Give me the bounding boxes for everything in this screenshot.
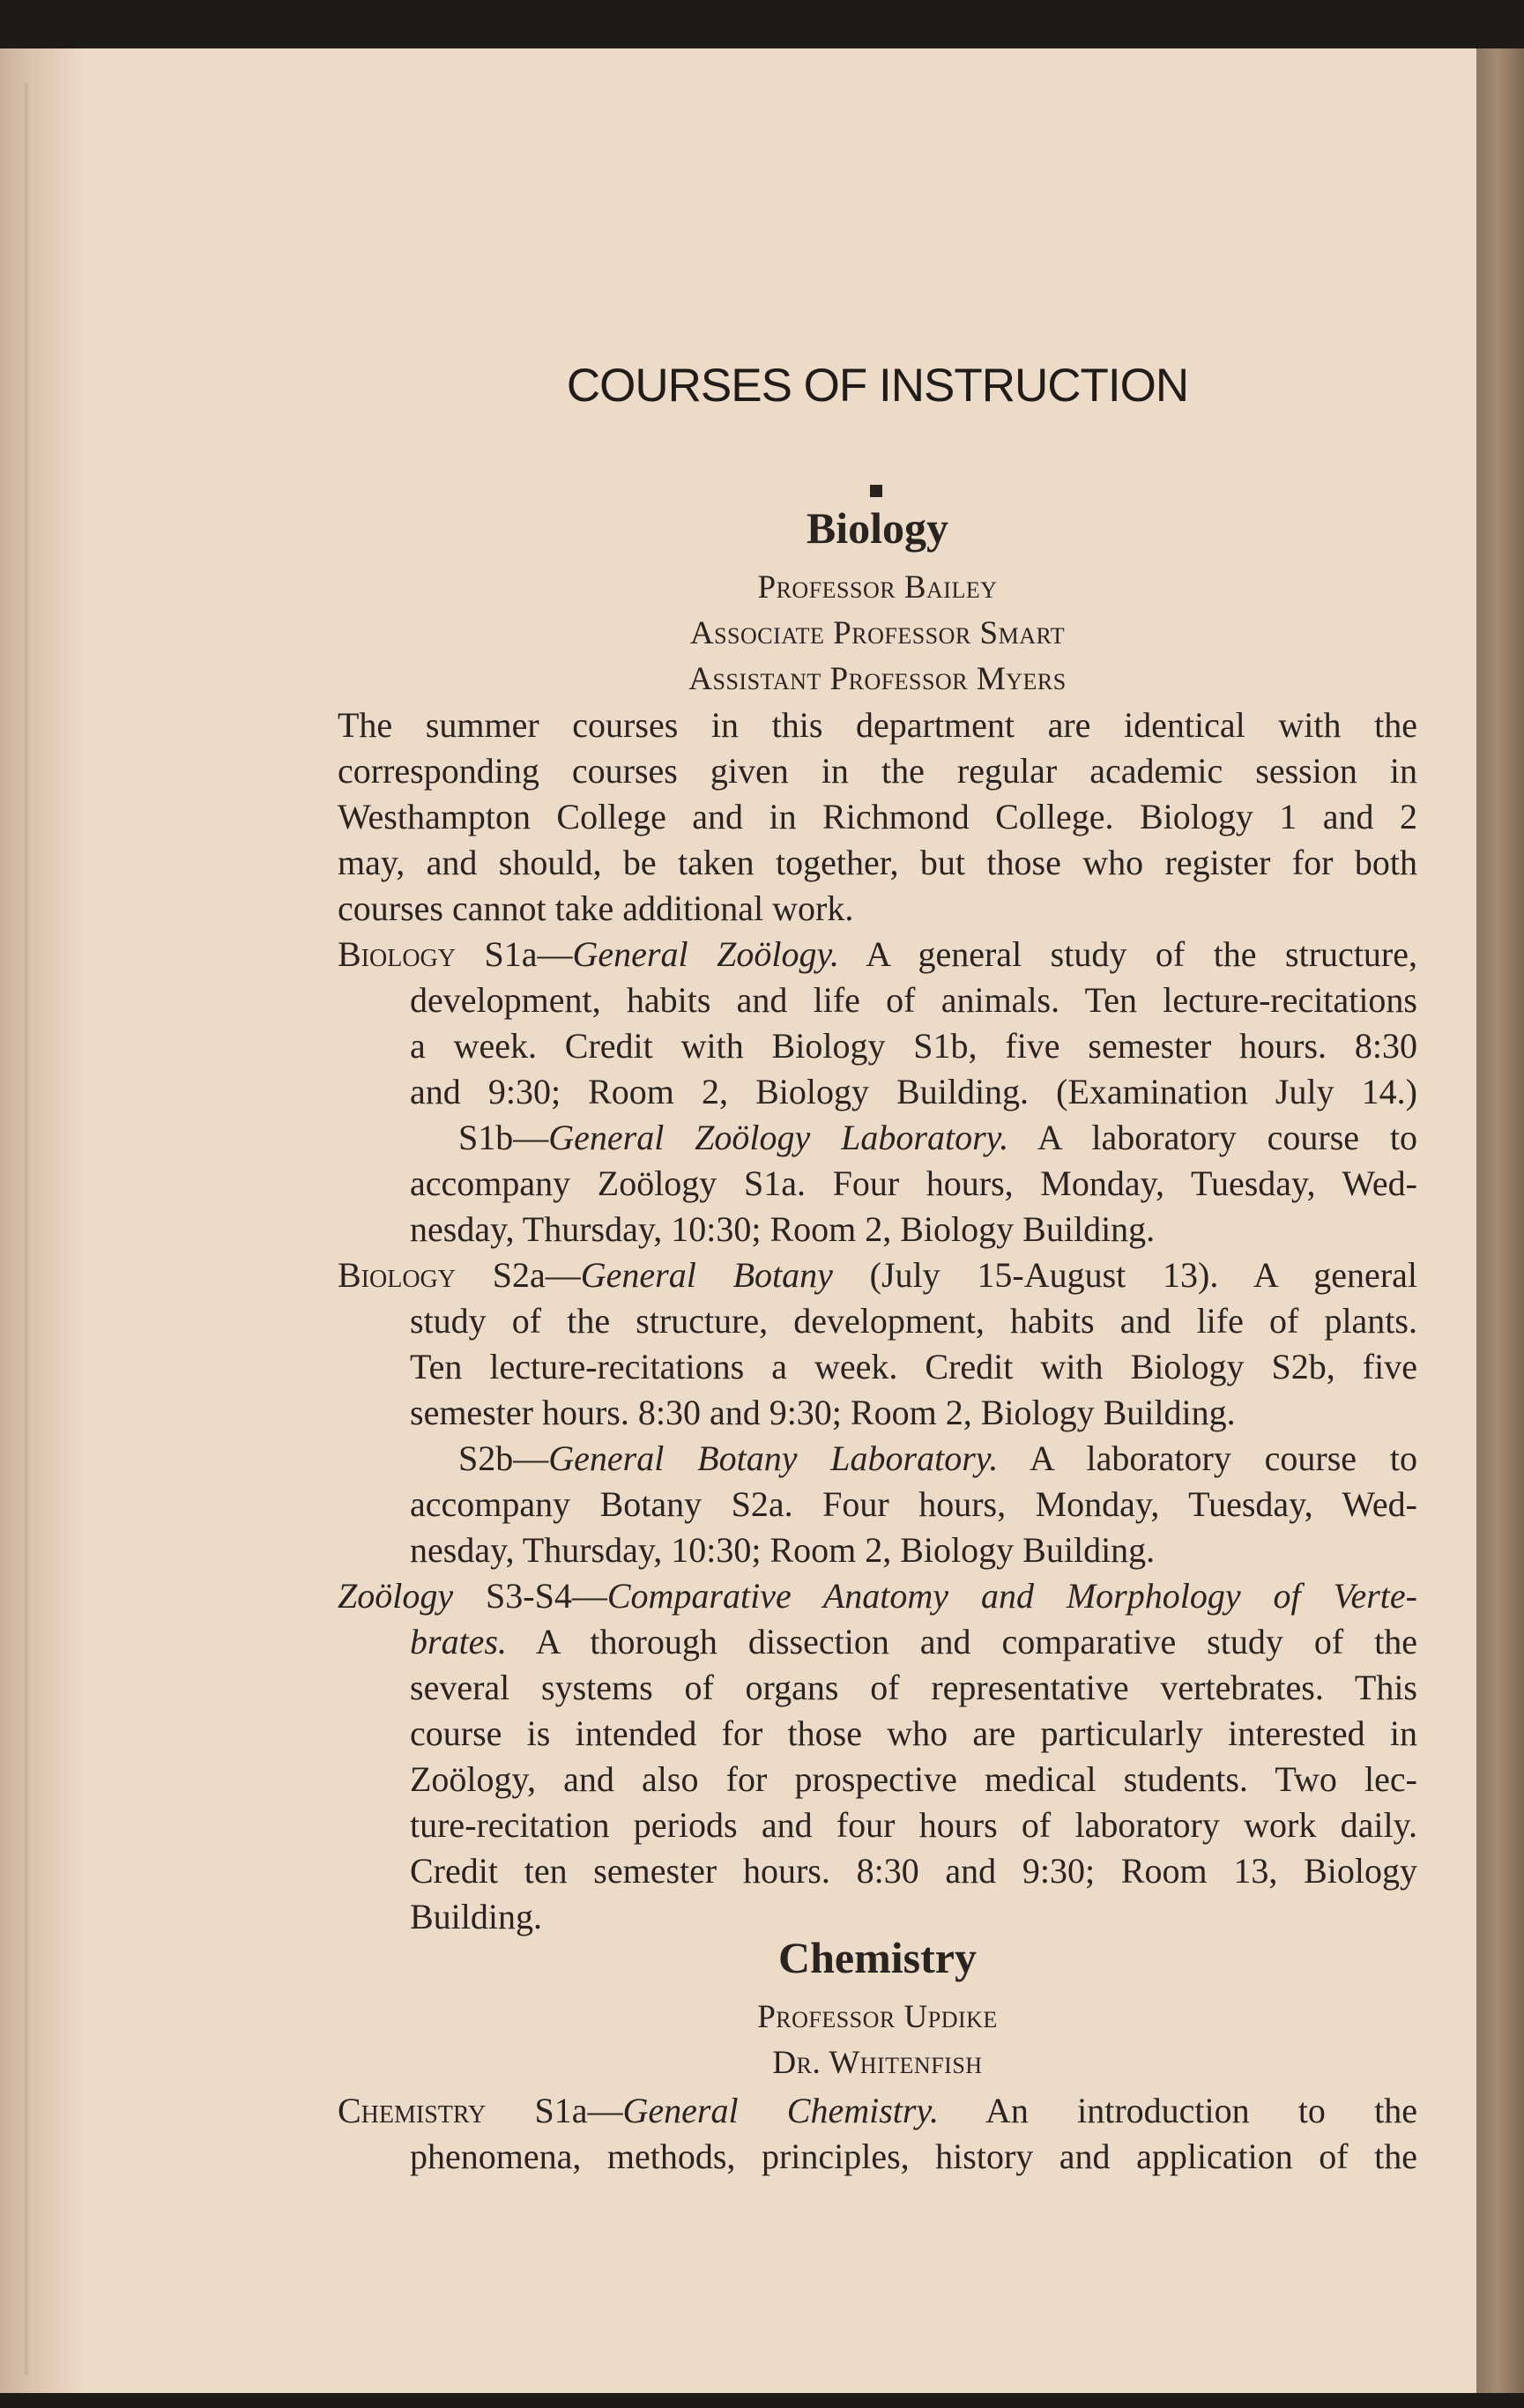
course-dept: Biology [338,1255,456,1295]
intro-line: corresponding courses given in the regular academic session in [338,751,1417,791]
course-line: accompany Zoölogy S1a. Four hours, Monday, Tuesday, Wed- [410,1163,1417,1203]
course-entry-biology-s1a [338,932,1417,977]
course-title: General Botany Laboratory. [548,1438,999,1478]
course-title-cont: brates. [410,1622,507,1661]
intro-line: Westhampton College and in Richmond College. Biology 1 and 2 [338,797,1417,836]
course-title: Comparative Anatomy and Morphology of Verte- [606,1576,1417,1616]
course-line: a week. Credit with Biology S1b, five semester hours. 8:30 [410,1026,1417,1066]
course-text: An introduction to the [939,2091,1418,2130]
course-line: nesday, Thursday, 10:30; Room 2, Biology Building. [410,1209,1156,1249]
course-entry-zoology-s3-s4 [338,1573,1417,1619]
course-line: study of the structure, development, habits and life of plants. [410,1301,1417,1341]
book-page [0,48,1480,2393]
course-entry-biology-s2b [458,1436,1417,1482]
intro-line: The summer courses in this department are identical with the [338,705,1417,745]
course-code: S2b— [458,1438,549,1478]
course-dept: Zoölogy [338,1576,454,1616]
binding-edge [25,84,28,2375]
page-spine-shadow [0,48,84,2393]
course-title: General Botany [580,1255,833,1295]
course-dept: Chemistry [338,2091,487,2130]
faculty-line: Professor Updike [757,1999,998,2035]
course-code: S1a— [486,2091,623,2130]
course-line: nesday, Thursday, 10:30; Room 2, Biology Building. [410,1530,1156,1570]
intro-line: courses cannot take additional work. [338,888,854,928]
section-heading-chemistry: Chemistry [778,1933,977,1982]
page-edge-stack [1476,48,1524,2393]
course-text: A laboratory course to [998,1438,1417,1478]
course-line: semester hours. 8:30 and 9:30; Room 2, Biology Building. [410,1393,1236,1432]
course-text: A thorough dissection and comparative study of the [507,1622,1417,1661]
faculty-line: Dr. Whitenfish [772,2045,983,2081]
course-line: accompany Botany S2a. Four hours, Monday, Tuesday, Wed- [410,1484,1417,1524]
course-entry-biology-s1b [458,1115,1417,1161]
course-code: S1a— [456,934,573,974]
course-line: several systems of organs of representative vertebrates. This [410,1668,1417,1707]
intro-line: may, and should, be taken together, but those who register for both [338,843,1417,882]
course-code: S2a— [456,1255,581,1295]
section-heading-biology: Biology [806,503,949,553]
course-line [410,1619,1417,1665]
course-line: Credit ten semester hours. 8:30 and 9:30; Room 13, Biology [410,1851,1417,1891]
course-line: phenomena, methods, principles, history and application of the [410,2137,1417,2176]
course-line: Building. [410,1897,543,1936]
course-title: General Chemistry. [622,2091,939,2130]
course-line: Zoölogy, and also for prospective medical students. Two lec- [410,1759,1417,1799]
course-line: course is intended for those who are particularly interested in [410,1713,1417,1753]
course-text: A general study of the structure, [839,934,1417,974]
course-line: development, habits and life of animals. Ten lecture-recitations [410,980,1417,1020]
course-dept: Biology [338,934,456,974]
course-line: Ten lecture-recitations a week. Credit with Biology S2b, five [410,1347,1417,1386]
course-line: ture-recitation periods and four hours of laboratory work daily. [410,1805,1417,1845]
course-line: and 9:30; Room 2, Biology Building. (Examination July 14.) [410,1072,1417,1111]
course-code: S1b— [458,1118,549,1157]
faculty-line: Professor Bailey [757,569,998,606]
course-text: (July 15-August 13). A general [832,1255,1417,1295]
course-title: General Zoölogy. [572,934,839,974]
course-text: A laboratory course to [1008,1118,1417,1157]
faculty-line: Associate Professor Smart [689,615,1066,651]
course-title: General Zoölogy Laboratory. [548,1118,1009,1157]
page-title: COURSES OF INSTRUCTION [566,360,1189,412]
faculty-line: Assistant Professor Myers [688,661,1067,697]
course-entry-chemistry-s1a [338,2088,1417,2134]
course-entry-biology-s2a [338,1252,1417,1298]
course-code: S3-S4— [453,1576,607,1616]
ornament-square [870,485,882,497]
